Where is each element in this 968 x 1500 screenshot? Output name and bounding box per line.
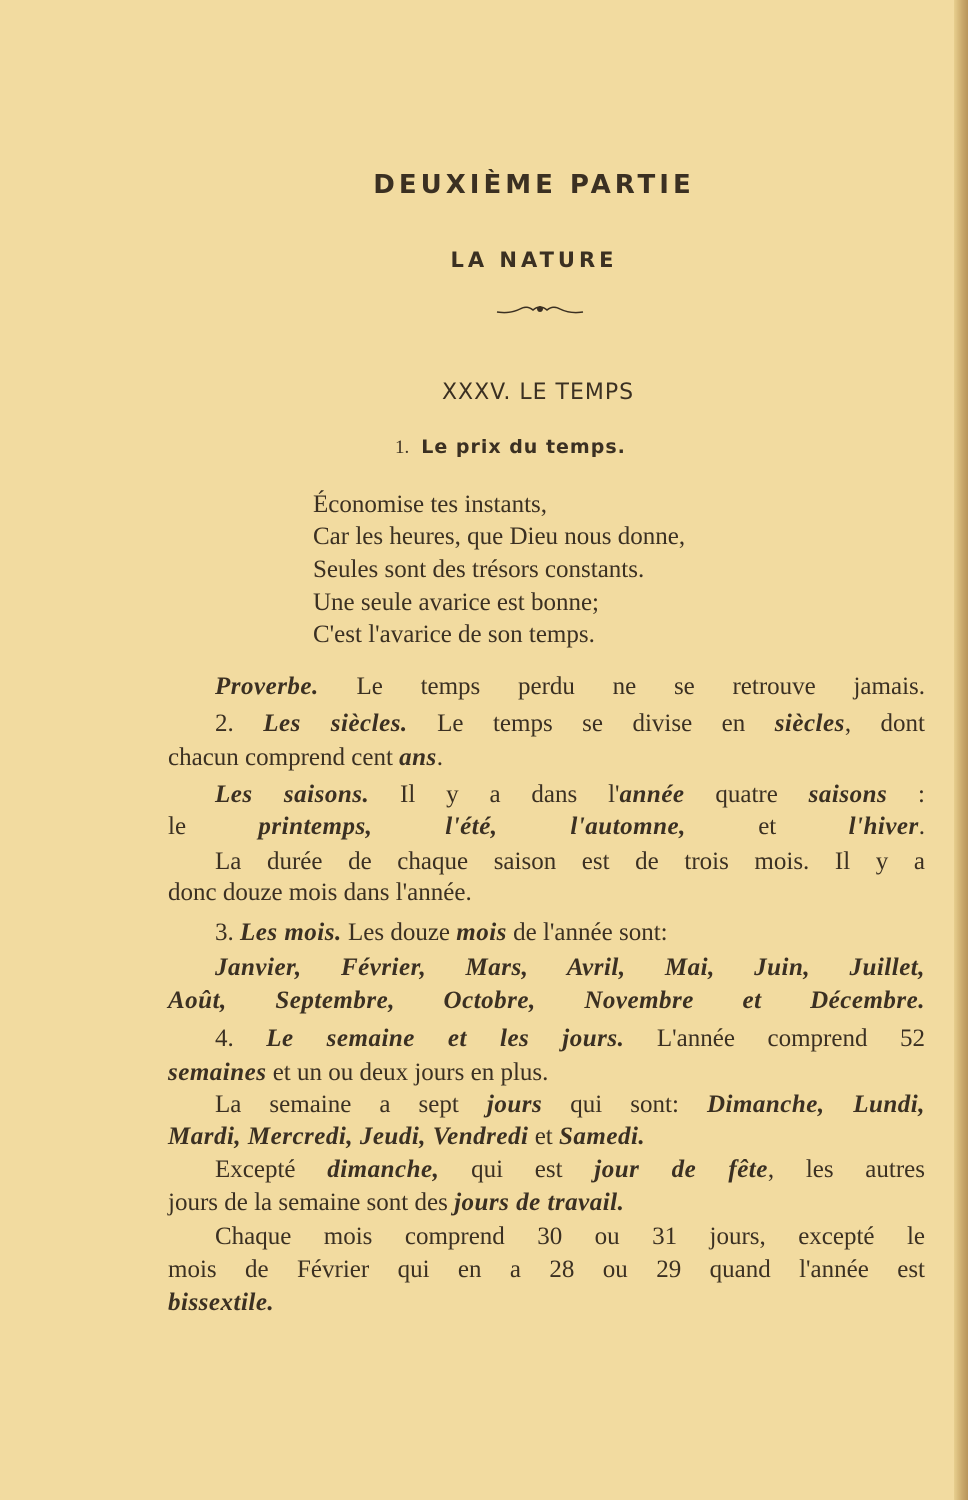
- text-segment: Les douze: [341, 919, 457, 946]
- text-line: [168, 1122, 645, 1152]
- text-segment: .: [436, 744, 444, 771]
- text-segment: qui est: [439, 1156, 595, 1183]
- text-line: [215, 709, 925, 739]
- text-segment: Chaque mois comprend 30 ou 31 jours, excepté le: [215, 1223, 925, 1250]
- italic-term: siècles: [774, 710, 845, 737]
- text-segment: 2.: [215, 710, 264, 737]
- part-subtitle: LA NATURE: [450, 248, 618, 272]
- poem-line: Car les heures, que Dieu nous donne,: [313, 523, 686, 550]
- text-line: [168, 878, 472, 908]
- italic-term: Les saisons.: [215, 781, 370, 808]
- text-line: [168, 812, 925, 842]
- text-line: [168, 1288, 274, 1318]
- text-segment: , dont: [844, 710, 925, 737]
- text-segment: de l'année sont:: [506, 919, 668, 946]
- italic-term: bissextile.: [168, 1289, 275, 1316]
- italic-term: Samedi.: [559, 1123, 646, 1150]
- text-segment: chacun comprend cent: [168, 744, 400, 771]
- italic-term: Août, Septembre, Octobre, Novembre et Décembre.: [168, 987, 925, 1014]
- ornament-icon: [495, 300, 585, 320]
- text-segment: et: [685, 813, 849, 840]
- italic-term: ans: [399, 744, 437, 771]
- poem-line: Une seule avarice est bonne;: [313, 589, 599, 616]
- text-line: [215, 1155, 925, 1185]
- text-line: [168, 1188, 624, 1218]
- text-line: [168, 1058, 548, 1088]
- text-segment: 3.: [215, 919, 240, 946]
- italic-term: Proverbe.: [215, 673, 319, 700]
- italic-term: dimanche,: [327, 1156, 440, 1183]
- text-line: [215, 1090, 925, 1120]
- text-segment: qui sont:: [542, 1091, 707, 1118]
- italic-term: semaines: [168, 1059, 267, 1086]
- italic-term: l'hiver: [848, 813, 919, 840]
- italic-term: Le semaine et les jours.: [266, 1025, 625, 1052]
- chapter-title: XXXV. LE TEMPS: [441, 380, 635, 405]
- text-line: [215, 1024, 925, 1054]
- text-segment: mois de Février qui en a 28 ou 29 quand l'année est: [168, 1256, 925, 1283]
- italic-term: Janvier, Février, Mars, Avril, Mai, Juin, Juillet,: [215, 954, 925, 981]
- text-segment: Il y a dans l': [369, 781, 620, 808]
- text-segment: quatre: [684, 781, 809, 808]
- text-line: [215, 1222, 925, 1252]
- text-segment: et un ou deux jours en plus.: [266, 1059, 549, 1086]
- text-line: [215, 672, 925, 702]
- text-line: [168, 743, 443, 773]
- poem-line: Économise tes instants,: [313, 491, 547, 518]
- text-segment: le: [168, 813, 259, 840]
- italic-term: printemps, l'été, l'automne,: [258, 813, 686, 840]
- poem-line: C'est l'avarice de son temps.: [313, 621, 595, 648]
- text-segment: :: [887, 781, 925, 808]
- section-heading: [395, 436, 626, 459]
- text-segment: .: [918, 813, 925, 840]
- text-segment: Excepté: [215, 1156, 328, 1183]
- text-segment: La durée de chaque saison est de trois mois. Il y a: [215, 848, 925, 875]
- text-segment: L'année comprend 52: [624, 1025, 925, 1052]
- italic-term: jour de fête: [594, 1156, 768, 1183]
- text-segment: 4.: [215, 1025, 267, 1052]
- text-segment: jours de la semaine sont des: [168, 1189, 455, 1216]
- italic-term: Les siècles.: [263, 710, 408, 737]
- italic-term: Dimanche, Lundi,: [706, 1091, 925, 1118]
- text-segment: et: [528, 1123, 559, 1150]
- page-edge: [954, 0, 968, 1500]
- text-segment: Le temps perdu ne se retrouve jamais.: [318, 673, 925, 700]
- text-line: [215, 780, 925, 810]
- text-line: [168, 986, 925, 1016]
- text-segment: La semaine a sept: [215, 1091, 487, 1118]
- text-line: [215, 953, 925, 983]
- section-number: 1.: [395, 437, 410, 458]
- text-segment: Le temps se divise en: [407, 710, 775, 737]
- text-line: [215, 918, 668, 948]
- italic-term: saisons: [808, 781, 888, 808]
- part-title: DEUXIÈME PARTIE: [373, 170, 695, 200]
- italic-term: Mardi, Mercredi, Jeudi, Vendredi: [168, 1123, 529, 1150]
- poem-line: Seules sont des trésors constants.: [313, 556, 645, 583]
- text-segment: donc douze mois dans l'année.: [168, 879, 472, 906]
- italic-term: Les mois.: [240, 919, 342, 946]
- italic-term: mois: [456, 919, 507, 946]
- text-segment: , les autres: [767, 1156, 925, 1183]
- text-line: [215, 847, 925, 877]
- italic-term: année: [619, 781, 685, 808]
- italic-term: jours: [486, 1091, 543, 1118]
- text-line: [168, 1255, 925, 1285]
- section-title: Le prix du temps.: [421, 436, 626, 458]
- italic-term: jours de travail.: [454, 1189, 625, 1216]
